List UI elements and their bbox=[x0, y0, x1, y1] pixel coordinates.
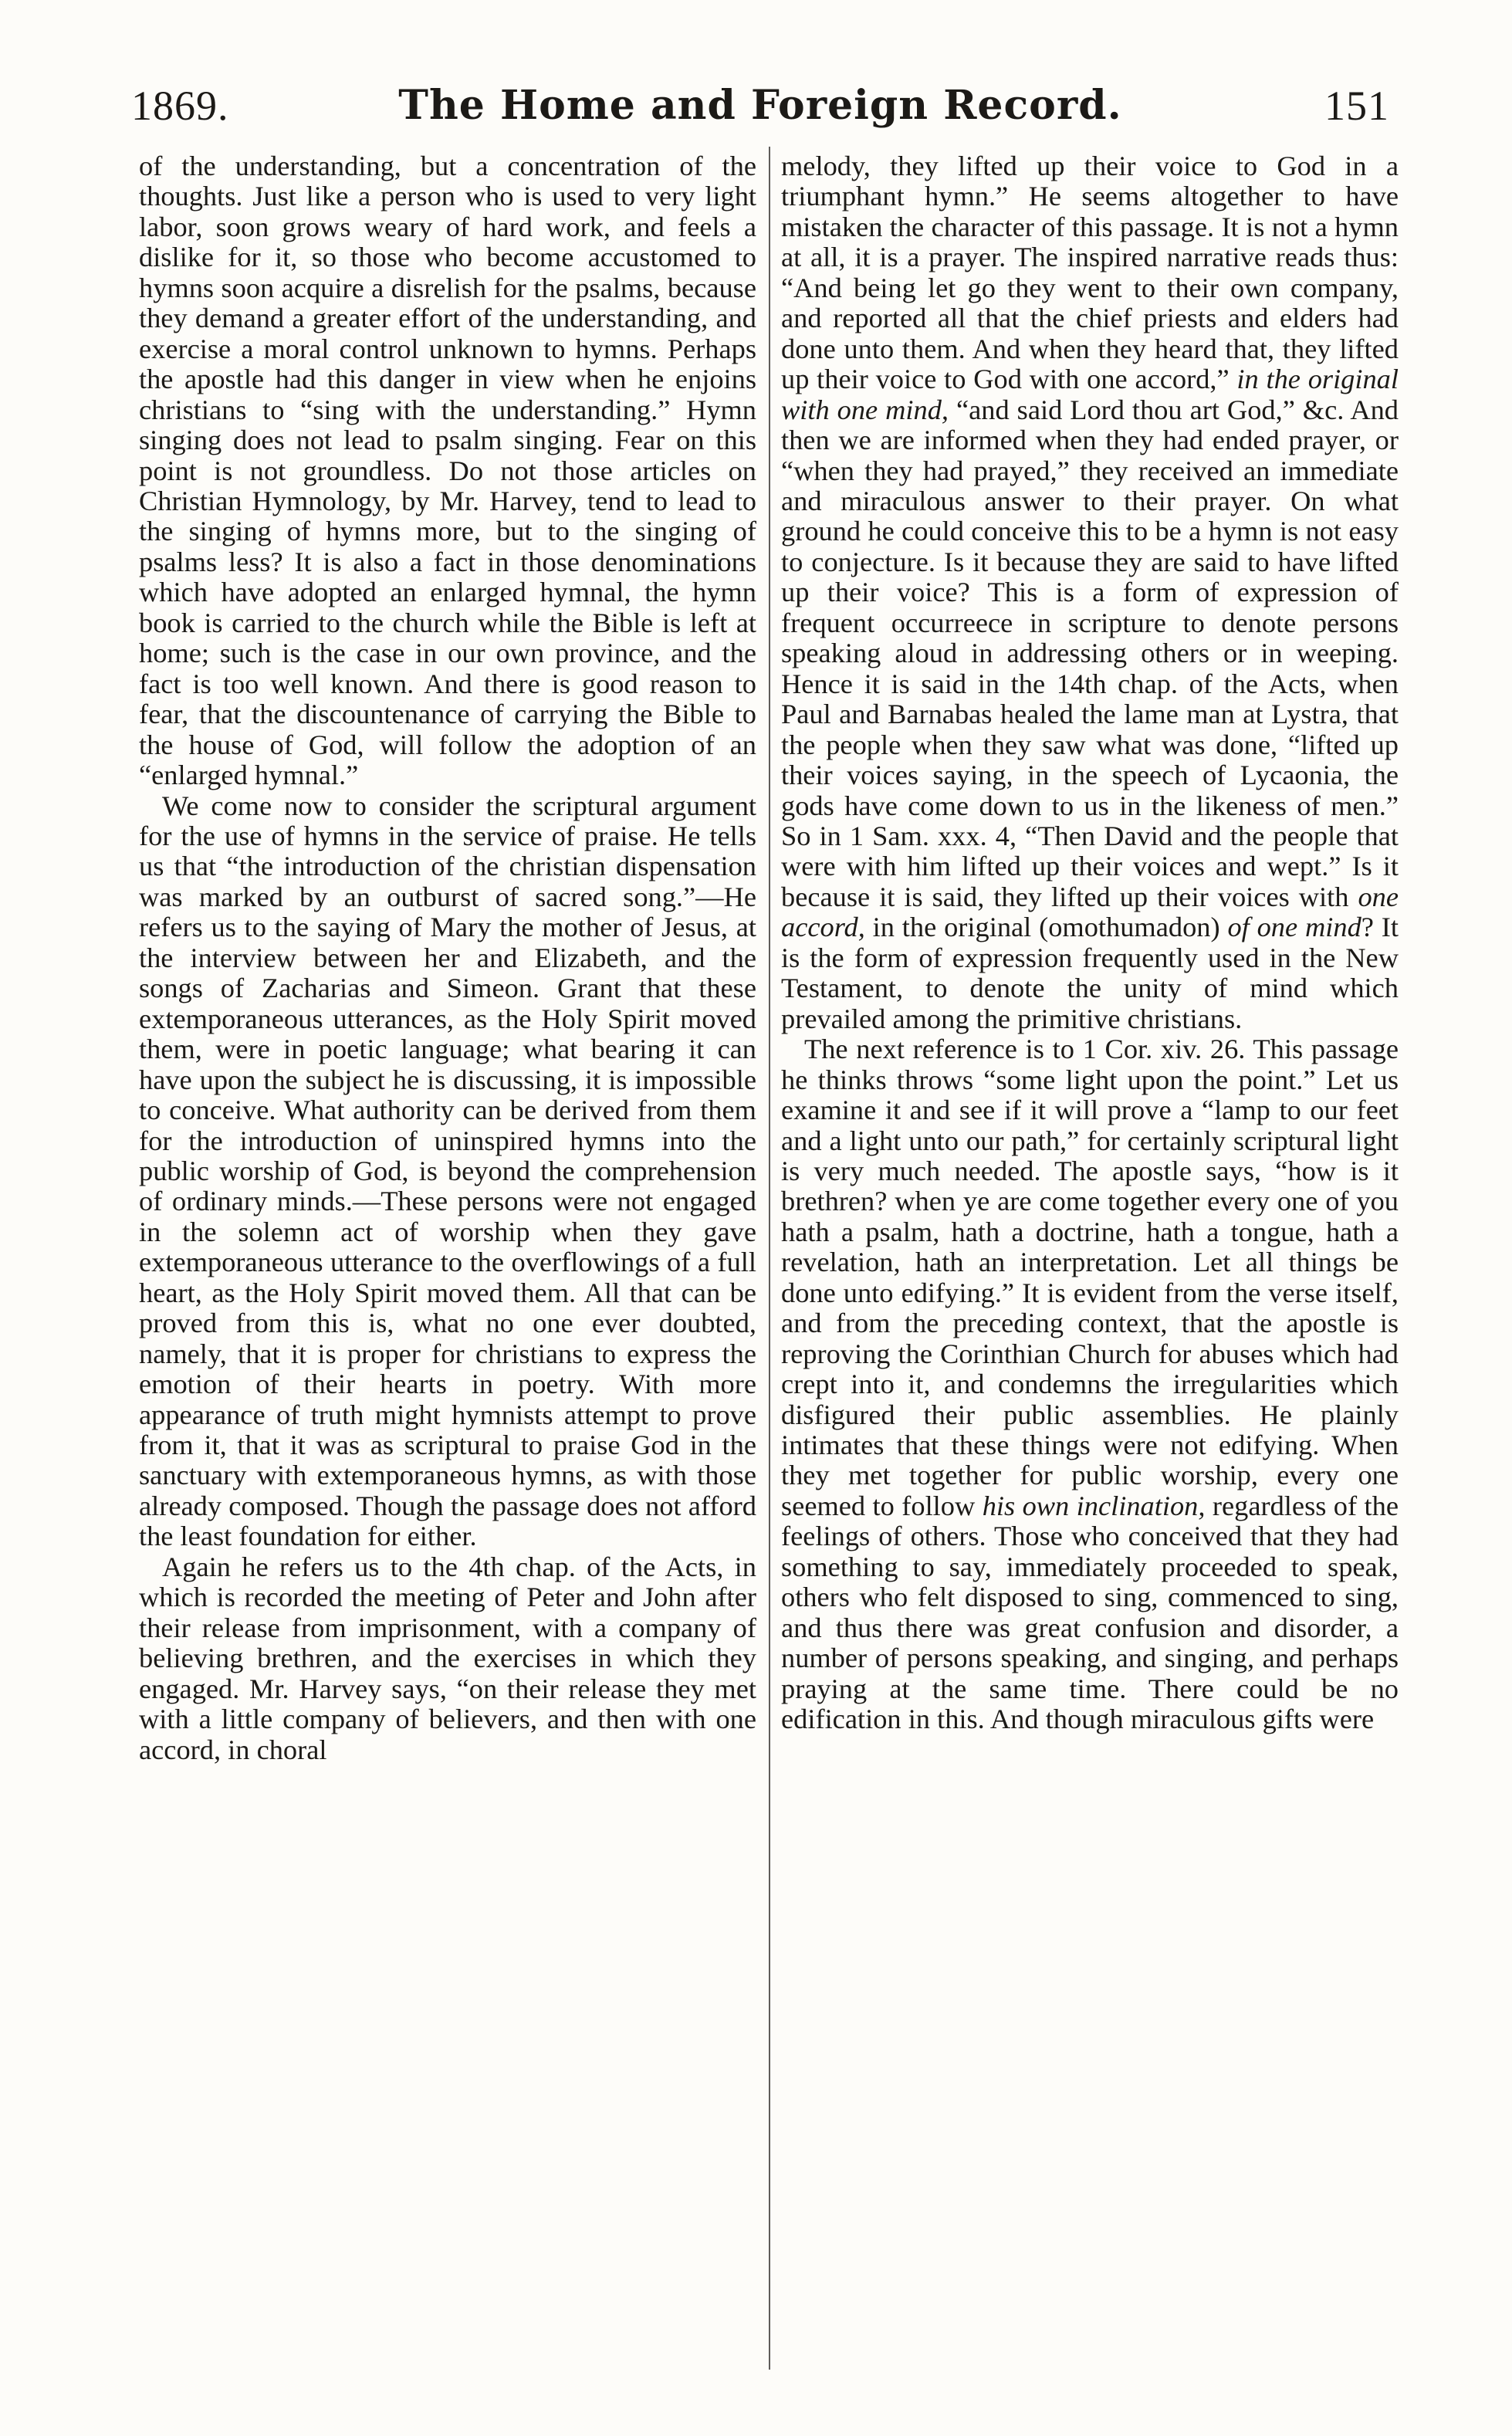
right-p1-text-c: in the original (omothumadon) bbox=[872, 912, 1220, 943]
right-p2-text-a: The next reference is to 1 Cor. xiv. 26. This passage he thinks throws “some light upon the point.” Let us examine it and see if it will prove a “lamp to our feet and a light unto our path,” for certainly scriptural light is very much needed. The apostle says, “how is it brethren? when ye are come together every one of you hath a psalm, hath a doctrine, hath a tongue, hath a revelation, hath an interpretation. Let all things be done unto edifying.” It is evident from the verse itself, and from the preceding context, that the apostle is reproving the Corinthian Church for abuses which had crept into it, and condemns the irregularities which disfigured their public assemblies. He plainly intimates that these things were not edifying. When they met together for public worship, every one seemed to follow bbox=[781, 1034, 1399, 1521]
right-p1-italic-one-accord: one accord, bbox=[781, 881, 1399, 943]
right-paragraph-1 bbox=[781, 151, 1399, 1034]
right-p1-italic-original: in the original with one mind, bbox=[781, 364, 1399, 425]
left-column bbox=[139, 151, 756, 2374]
running-head bbox=[131, 71, 1389, 140]
right-paragraph-2 bbox=[781, 1034, 1399, 1734]
left-paragraph-3: Again he refers us to the 4th chap. of the Acts, in which is recorded the meeting of Peter and John after their release from imprisonment, with a company of believing brethren, and the exercises in which they engaged. Mr. Harvey says, “on their release they met with a little company of believers, and then with one accord, in choral bbox=[139, 1551, 756, 1765]
header-page-number: 151 bbox=[1324, 83, 1389, 129]
right-p2-text-b: regardless of the feelings of others. Those who conceived that they had something to say, immediately proceeded to speak, others who felt disposed to sing, commenced to sing, and thus there was great confusion and disorder, a number of persons speaking, and singing, and perhaps praying at the same time. There could be no edification in this. And though miraculous gifts were bbox=[781, 1490, 1399, 1735]
right-p1-text-d: ? It is the form of expression frequently used in the New Testament, to denote the unity of mind which prevailed among the primitive christians. bbox=[781, 912, 1399, 1034]
right-p1-text-a: melody, they lifted up their voice to God in a triumphant hymn.” He seems altogether to have mistaken the character of this passage. It is not a hymn at all, it is a prayer. The inspired narrative reads thus: “And being let go they went to their own company, and reported all that the chief priests and elders had done unto them. And when they heard that, they lifted up their voice to God with one accord,” bbox=[781, 151, 1399, 395]
right-p1-italic-one-mind: of one mind bbox=[1227, 912, 1361, 943]
right-p1-text-b: “and said Lord thou art God,” &c. And then we are informed when they had ended prayer, or “when they had prayed,” they received an immediate and miraculous answer to their prayer. On what ground he could conceive this to be a hymn is not easy to conjecture. Is it because they are said to have lifted up their voice? This is a form of expression of frequent occurreece in scripture to denote persons speaking aloud in addressing others or in weeping. Hence it is said in the 14th chap. of the Acts, when Paul and Barnabas healed the lame man at Lystra, that the people when they saw what was done, “lifted up their voices saying, in the speech of Lycaonia, the gods have come down to us in the likeness of men.” So in 1 Sam. xxx. 4, “Then David and the people that were with him lifted up their voices and wept.” Is it because it is said, they lifted up their voices with bbox=[781, 394, 1399, 912]
left-paragraph-1: of the understanding, but a concentration of the thoughts. Just like a person who is used to very light labor, soon grows weary of hard work, and feels a dislike for it, so those who become accustomed to hymns soon acquire a disrelish for the psalms, because they demand a greater effort of the understanding, and exercise a moral control unknown to hymns. Perhaps the apostle had this danger in view when he enjoins christians to “sing with the understanding.” Hymn singing does not lead to psalm singing. Fear on this point is not groundless. Do not those articles on Christian Hymnology, by Mr. Harvey, tend to lead to the singing of hymns more, but to the singing of psalms less? It is also a fact in those denominations which have adopted an enlarged hymnal, the hymn book is carried to the church while the Bible is left at home; such is the case in our own province, and the fact is too well known. And there is good reason to fear, that the discountenance of carrying the Bible to the house of God, will follow the adoption of an “enlarged hymnal.” bbox=[139, 151, 756, 791]
right-p2-italic-inclination: his own inclination, bbox=[982, 1490, 1206, 1521]
column-divider bbox=[769, 147, 770, 2370]
header-year: 1869. bbox=[131, 83, 229, 129]
left-paragraph-2: We come now to consider the scriptural argument for the use of hymns in the service of praise. He tells us that “the introduction of the christian dispensation was marked by an outburst of sacred song.”—He refers us to the saying of Mary the mother of Jesus, at the interview between her and Elizabeth, and the songs of Zacharias and Simeon. Grant that these extemporaneous utterances, as the Holy Spirit moved them, were in poetic language; what bearing it can have upon the subject he is discussing, it is impossible to conceive. What authority can be derived from them for the introduction of uninspired hymns into the public worship of God, is beyond the comprehension of ordinary minds.—These persons were not engaged in the solemn act of worship when they gave extemporaneous utterance to the overflowings of a full heart, as the Holy Spirit moved them. All that can be proved from this is, what no one ever doubted, namely, that it is proper for christians to express the emotion of their hearts in poetry. With more appearance of truth might hymnists attempt to prove from it, that it was as scriptural to praise God in the sanctuary with extemporaneous hymns, as with those already composed. Though the passage does not afford the least foundation for either. bbox=[139, 790, 756, 1552]
right-column bbox=[781, 151, 1399, 2374]
header-title: The Home and Foreign Record. bbox=[398, 82, 1122, 129]
